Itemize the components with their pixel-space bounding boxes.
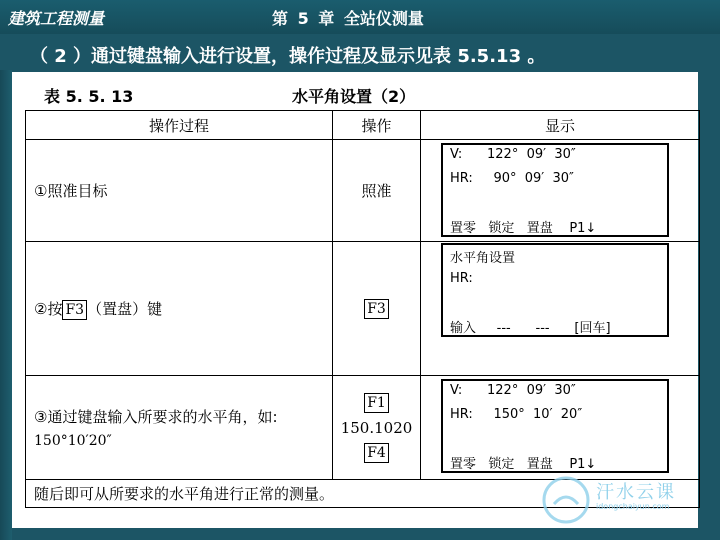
instrument-screen xyxy=(441,379,669,473)
header-bar xyxy=(0,0,720,34)
input-value: 150.1020 xyxy=(340,418,413,437)
f4-key: F4 xyxy=(364,443,389,463)
table-number: 表 5. 5. 13 xyxy=(44,87,134,106)
table-header-row xyxy=(26,111,700,140)
course-title: 建筑工程测量 xyxy=(8,9,105,28)
operation-cell: 照准 xyxy=(333,140,421,242)
process-text: ③通过键盘输入所要求的水平角，如: xyxy=(34,408,278,426)
header-operation: 操作 xyxy=(333,111,421,140)
table-title: 水平角设置（2） xyxy=(292,87,416,106)
slide-subtitle: （ 2 ）通过键盘输入进行设置，操作过程及显示见表 5.5.13 。 xyxy=(30,46,546,67)
display-cell xyxy=(421,140,700,242)
instrument-screen xyxy=(441,143,669,237)
screen-line: HR: 150° 10′ 20″ xyxy=(450,407,583,422)
display-cell xyxy=(421,242,700,376)
angle-value: 150°10′20″ xyxy=(34,433,112,449)
process-text: （置盘）键 xyxy=(87,299,163,318)
screen-line: 置零 锁定 置盘 P1↓ xyxy=(450,457,597,472)
screen-line: 置零 锁定 置盘 P1↓ xyxy=(450,221,597,236)
process-text: ②按 xyxy=(34,299,63,318)
instrument-screen xyxy=(441,243,669,337)
footer-note: 随后即可从所要求的水平角进行正常的测量。 xyxy=(26,480,700,508)
screen-line: HR: 90° 09′ 30″ xyxy=(450,171,574,186)
table-row xyxy=(26,140,700,242)
display-cell xyxy=(421,376,700,480)
procedure-table xyxy=(25,110,700,508)
process-cell xyxy=(26,242,333,376)
table-row xyxy=(26,242,700,376)
f1-key: F1 xyxy=(364,393,389,413)
screen-line: V: 122° 09′ 30″ xyxy=(450,383,576,398)
screen-line: 输入 --- --- [回车] xyxy=(450,321,611,336)
screen-line: V: 122° 09′ 30″ xyxy=(450,147,576,162)
process-cell: ①照准目标 xyxy=(26,140,333,242)
screen-line: HR: xyxy=(450,271,473,286)
chapter-title: 第 5 章 全站仪测量 xyxy=(272,9,424,28)
table-row xyxy=(26,376,700,480)
watermark-text: 汗水云课 xyxy=(596,482,676,503)
left-decoration xyxy=(0,70,12,540)
process-cell xyxy=(26,376,333,480)
operation-cell xyxy=(333,242,421,376)
f3-key: F3 xyxy=(364,299,389,319)
f3-key: F3 xyxy=(62,300,87,320)
header-process: 操作过程 xyxy=(26,111,333,140)
operation-cell xyxy=(333,376,421,480)
header-display: 显示 xyxy=(421,111,700,140)
watermark-url: idongchaiyun.com xyxy=(596,502,670,511)
screen-line: 水平角设置 xyxy=(450,251,516,266)
